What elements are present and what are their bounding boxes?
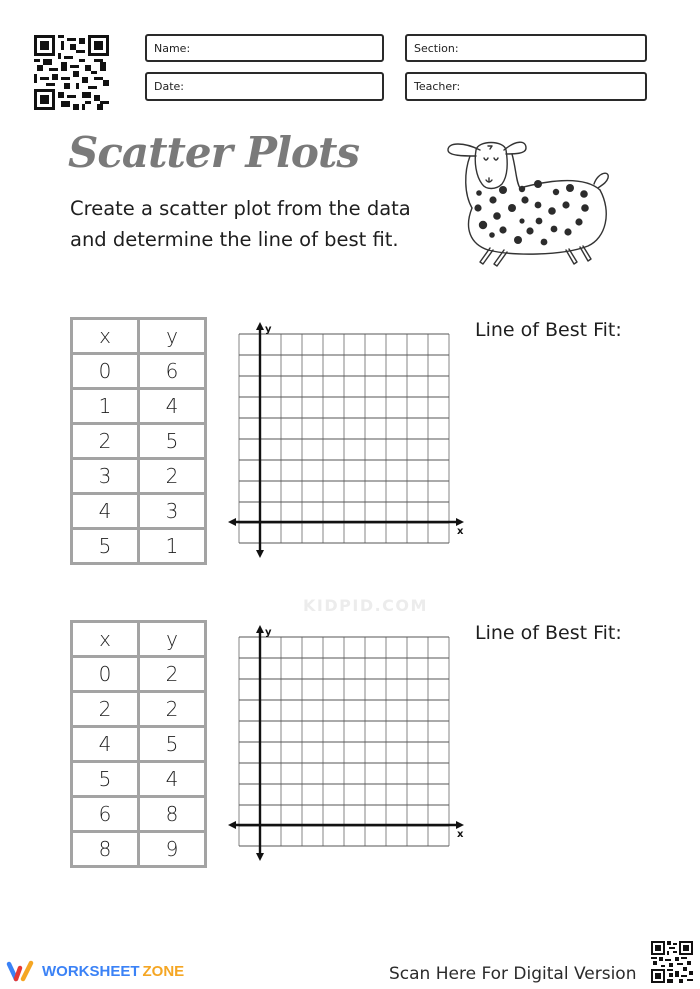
- x-axis-label: x: [457, 526, 464, 537]
- table-cell-y: 1: [139, 529, 206, 564]
- table-row: [72, 459, 206, 494]
- worksheet-zone-logo[interactable]: [6, 960, 184, 982]
- sheep-illustration-icon: [442, 132, 612, 272]
- qr-code-footer[interactable]: [651, 941, 693, 983]
- brand-name-part1: WORKSHEET: [42, 962, 140, 980]
- table-row: [72, 727, 206, 762]
- data-table-2: [70, 620, 207, 868]
- table-cell-y: 5: [139, 727, 206, 762]
- table-cell-x: 1: [72, 389, 139, 424]
- table-header-row: [72, 622, 206, 657]
- line-of-best-fit-label-1: Line of Best Fit:: [475, 319, 622, 341]
- table-cell-y: 2: [139, 459, 206, 494]
- table-cell-x: 5: [72, 762, 139, 797]
- data-table-1: [70, 317, 207, 565]
- y-axis-label: y: [265, 627, 272, 638]
- table-cell-y: 4: [139, 389, 206, 424]
- table-header-y: y: [139, 622, 206, 657]
- table-cell-x: 4: [72, 494, 139, 529]
- table-cell-x: 4: [72, 727, 139, 762]
- table-cell-x: 3: [72, 459, 139, 494]
- date-field[interactable]: [145, 72, 384, 101]
- table-cell-y: 2: [139, 692, 206, 727]
- name-field[interactable]: [145, 34, 384, 62]
- teacher-field[interactable]: [405, 72, 647, 101]
- qr-code-top[interactable]: [33, 35, 110, 110]
- table-cell-x: 2: [72, 692, 139, 727]
- table-cell-y: 3: [139, 494, 206, 529]
- table-row: [72, 354, 206, 389]
- table-cell-y: 8: [139, 797, 206, 832]
- page-title: Scatter Plots: [68, 128, 359, 177]
- table-cell-x: 2: [72, 424, 139, 459]
- table-header-y: y: [139, 319, 206, 354]
- table-row: [72, 529, 206, 564]
- table-row: [72, 797, 206, 832]
- section-field[interactable]: [405, 34, 647, 62]
- table-header-x: x: [72, 622, 139, 657]
- table-cell-y: 2: [139, 657, 206, 692]
- brand-name-part2: ZONE: [142, 962, 185, 980]
- table-cell-x: 0: [72, 354, 139, 389]
- table-cell-y: 9: [139, 832, 206, 867]
- section-label: Section:: [414, 41, 459, 55]
- table-row: [72, 832, 206, 867]
- instructions-text: Create a scatter plot from the data and determine the line of best fit.: [70, 197, 411, 251]
- table-row: [72, 389, 206, 424]
- line-of-best-fit-label-2: Line of Best Fit:: [475, 622, 622, 644]
- table-cell-x: 8: [72, 832, 139, 867]
- scan-instructions: Scan Here For Digital Version: [389, 964, 637, 984]
- date-label: Date:: [154, 80, 184, 93]
- table-row: [72, 657, 206, 692]
- table-cell-y: 4: [139, 762, 206, 797]
- table-header-row: [72, 319, 206, 354]
- table-row: [72, 692, 206, 727]
- table-header-x: x: [72, 319, 139, 354]
- x-axis-label: x: [457, 829, 464, 840]
- table-cell-x: 6: [72, 797, 139, 832]
- watermark: KIDPID.COM: [303, 596, 428, 615]
- table-row: [72, 762, 206, 797]
- y-axis-label: y: [265, 324, 272, 335]
- name-label: Name:: [154, 41, 191, 55]
- coordinate-grid-1[interactable]: [226, 320, 471, 560]
- table-cell-x: 5: [72, 529, 139, 564]
- table-row: [72, 494, 206, 529]
- table-cell-y: 5: [139, 424, 206, 459]
- coordinate-grid-2[interactable]: [226, 623, 471, 863]
- worksheet-zone-logo-icon: [6, 960, 36, 982]
- table-cell-x: 0: [72, 657, 139, 692]
- teacher-label: Teacher:: [414, 80, 461, 93]
- table-cell-y: 6: [139, 354, 206, 389]
- table-row: [72, 424, 206, 459]
